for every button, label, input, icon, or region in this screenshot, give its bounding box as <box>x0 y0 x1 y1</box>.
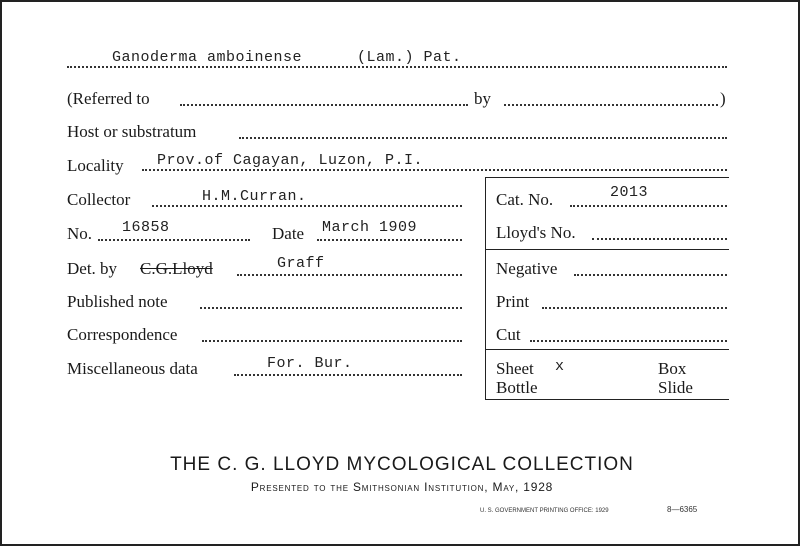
det-struck-name: C.G.Lloyd <box>140 259 213 278</box>
det-label: Det. by <box>67 259 118 278</box>
date-value: March 1909 <box>322 219 418 236</box>
negative-label: Negative <box>496 259 558 278</box>
box-label: Box <box>658 359 687 378</box>
box-divider-1 <box>485 249 729 250</box>
lloyd-no-line <box>592 238 727 240</box>
cat-no-value: 2013 <box>610 184 649 201</box>
host-line <box>239 137 727 139</box>
misc-line <box>234 374 462 376</box>
collector-line <box>152 205 462 207</box>
number-label: No. <box>67 224 93 243</box>
referred-by-line <box>504 104 718 106</box>
locality-label: Locality <box>67 156 124 175</box>
date-label: Date <box>272 224 305 243</box>
form-number: 8—6365 <box>667 505 698 514</box>
published-line <box>200 307 462 309</box>
box-bottom <box>485 399 729 400</box>
correspondence-label: Correspondence <box>67 325 178 344</box>
cat-no-line <box>570 205 727 207</box>
box-top <box>485 177 729 178</box>
published-label: Published note <box>67 292 168 311</box>
referred-line <box>180 104 468 106</box>
box-left <box>485 177 486 399</box>
locality-value: Prov.of Cagayan, Luzon, P.I. <box>157 152 424 169</box>
lloyd-no-label: Lloyd's No. <box>496 223 576 242</box>
negative-line <box>574 274 727 276</box>
det-value: Graff <box>277 255 325 272</box>
slide-label: Slide <box>658 378 693 397</box>
species-authority: (Lam.) Pat. <box>357 49 462 66</box>
collector-label: Collector <box>67 190 131 209</box>
number-value: 16858 <box>122 219 170 236</box>
cat-no-label: Cat. No. <box>496 190 554 209</box>
correspondence-line <box>202 340 462 342</box>
host-label: Host or substratum <box>67 122 197 141</box>
cut-label: Cut <box>496 325 521 344</box>
referred-label: (Referred to <box>67 89 150 108</box>
cut-line <box>530 340 727 342</box>
collection-title: THE C. G. LLOYD MYCOLOGICAL COLLECTION <box>170 454 634 475</box>
locality-line <box>142 169 727 171</box>
box-divider-2 <box>485 349 729 350</box>
misc-value: For. Bur. <box>267 355 353 372</box>
species-line <box>67 66 727 68</box>
bottle-label: Bottle <box>496 378 538 397</box>
collection-subtitle: Presented to the Smithsonian Institution, May, 1928 <box>250 480 554 494</box>
collector-value: H.M.Curran. <box>202 188 307 205</box>
sheet-mark: x <box>555 358 565 375</box>
referred-close: ) <box>720 89 726 108</box>
printing-office-note: U. S. GOVERNMENT PRINTING OFFICE: 1929 <box>480 508 609 514</box>
print-line <box>542 307 727 309</box>
print-label: Print <box>496 292 530 311</box>
referred-by-label: by <box>474 89 491 108</box>
misc-label: Miscellaneous data <box>67 359 198 378</box>
date-line <box>317 239 462 241</box>
det-line <box>237 274 462 276</box>
sheet-label: Sheet <box>496 359 534 378</box>
species-name: Ganoderma amboinense <box>112 49 303 66</box>
number-line <box>98 239 250 241</box>
